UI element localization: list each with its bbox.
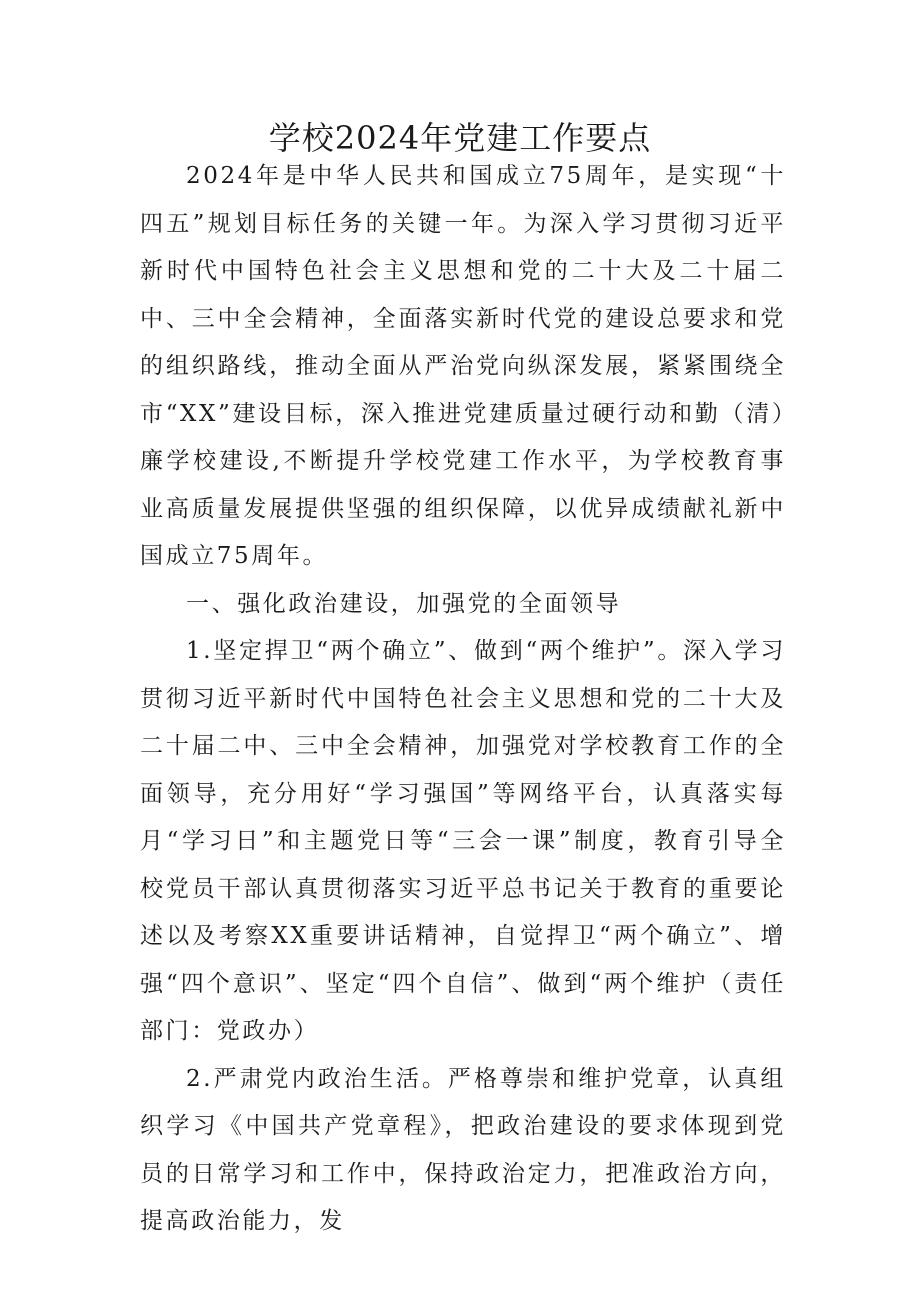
item-paragraph-1: 1.坚定捍卫“两个确立”、做到“两个维护”。深入学习贯彻习近平新时代中国特色社会主义思想和党的二十大及二十届二中、三中全会精神，加强党对学校教育工作的全面领导，充分用好“学习强国”等网络平台，认真落实每月“学习日”和主题党日等“三会一课”制度，教育引导全校党员干部认真贯彻落实习近平总书记关于教育的重要论述以及考察XX重要讲话精神，自觉捍卫“两个确立”、增强“四个意识”、坚定“四个自信”、做到“两个维护（责任部门：党政办） bbox=[140, 638, 786, 1044]
document-title: 学校2024年党建工作要点 bbox=[268, 119, 652, 157]
item-paragraph-2: 2.严肃党内政治生活。严格尊崇和维护党章，认真组织学习《中国共产党章程》，把政治建设的要求体现到党员的日常学习和工作中，保持政治定力，把准政治方向，提高政治能力，发 bbox=[140, 1065, 786, 1234]
intro-paragraph: 2024年是中华人民共和国成立75周年，是实现“十四五”规划目标任务的关键一年。为深入学习贯彻习近平新时代中国特色社会主义思想和党的二十大及二十届二中、三中全会精神，全面落实新时代党的建设总要求和党的组织路线，推动全面从严治党向纵深发展，紧紧围绕全市“XX”建设目标，深入推进党建质量过硬行动和勤（清）廉学校建设,不断提升学校党建工作水平，为学校教育事业高质量发展提供坚强的组织保障，以优异成绩献礼新中国成立75周年。 bbox=[140, 163, 786, 569]
document-body bbox=[140, 153, 786, 1246]
section-heading-1: 一、强化政治建设，加强党的全面领导 bbox=[186, 590, 622, 617]
